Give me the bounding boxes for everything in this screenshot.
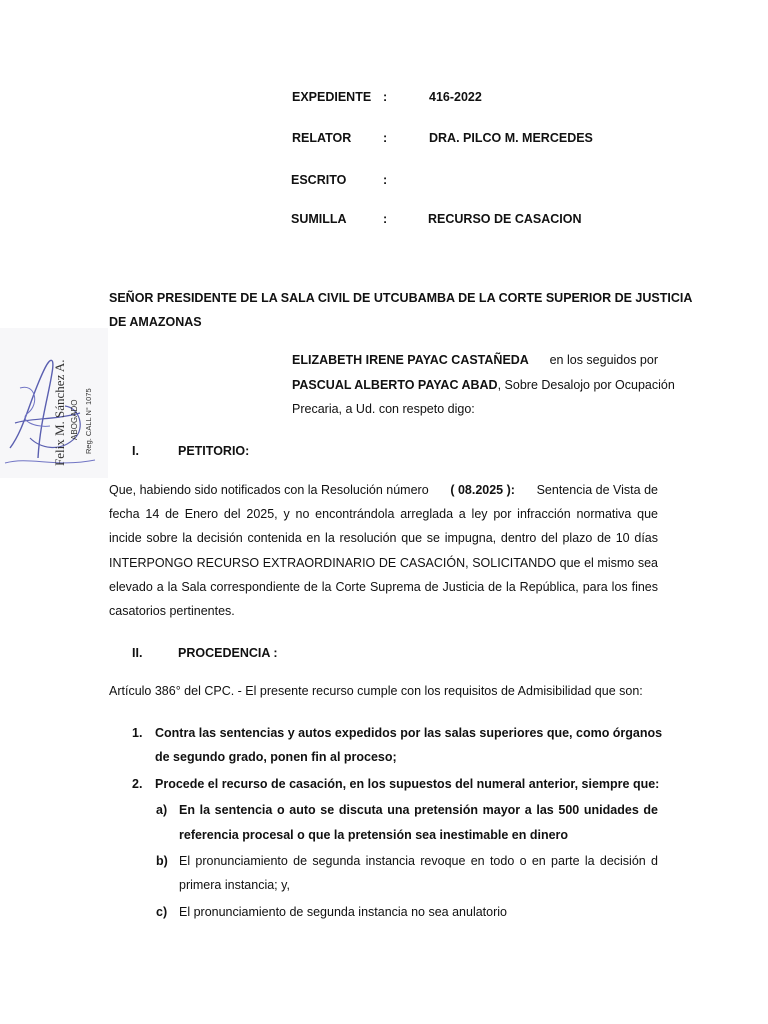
addressee-line: SEÑOR PRESIDENTE DE LA SALA CIVIL DE UTCUBAMBA DE LA CORTE SUPERIOR DE JUSTICIA [109, 291, 693, 305]
header-colon: : [383, 212, 388, 226]
counterparty-name: PASCUAL ALBERTO PAYAC ABAD [292, 378, 498, 392]
header-colon: : [383, 173, 388, 187]
sublist-label: c) [156, 905, 168, 919]
procedencia-intro: Artículo 386° del CPC. - El presente recurso cumple con los requisitos de Admisibilidad que son: [109, 684, 643, 698]
sublist-item-text: El pronunciamiento de segunda instancia revoque en todo o en parte la decisión d [179, 854, 658, 868]
header-label: EXPEDIENTE [292, 90, 372, 104]
stamp-name: Felix M. Sánchez A. [52, 359, 67, 466]
intro-text: en los seguidos por [549, 353, 658, 367]
intro-text: , Sobre Desalojo por Ocupación [497, 378, 675, 392]
petitorio-line [109, 483, 658, 497]
list-item-text: de segundo grado, ponen fin al proceso; [155, 750, 397, 764]
header-label: RELATOR [292, 131, 352, 145]
header-colon: : [383, 90, 388, 104]
list-item-text: Contra las sentencias y autos expedidos por las salas superiores que, como órganos [155, 726, 663, 740]
intro-line-1 [292, 353, 658, 367]
petitorio-line: casatorios pertinentes. [109, 604, 235, 618]
petitorio-line: INTERPONGO RECURSO EXTRAORDINARIO DE CASACIÓN, SOLICITANDO que el mismo sea [109, 556, 658, 570]
header-label: ESCRITO [291, 173, 347, 187]
petitorio-text: Sentencia de Vista de [536, 483, 658, 497]
resolution-number: ( 08.2025 ): [450, 483, 515, 497]
header-value: 416-2022 [429, 90, 482, 104]
intro-line-3: Precaria, a Ud. con respeto digo: [292, 402, 475, 416]
list-item-text: Procede el recurso de casación, en los supuestos del numeral anterior, siempre que: [155, 777, 660, 791]
sublist-label: a) [156, 803, 168, 817]
list-number: 2. [132, 777, 143, 791]
sublist-item-text: primera instancia; y, [179, 878, 290, 892]
sublist-item-text: referencia procesal o que la pretensión sea inestimable en dinero [179, 828, 569, 842]
petitorio-line: incide sobre la decisión contenida en la resolución que se impugna, dentro del plazo de 10 días [109, 531, 658, 545]
sublist-item-text: En la sentencia o auto se discuta una pretensión mayor a las 500 unidades de [179, 803, 658, 817]
stamp-title: ABOGADO [70, 399, 79, 440]
lawyer-stamp-signature [0, 328, 108, 478]
intro-line-2 [292, 378, 675, 392]
petitorio-line: fecha 14 de Enero del 2025, y no encontrándola arreglada a ley por infracción normativa que [109, 507, 658, 521]
petitorio-line: elevado a la Sala correspondiente de la Corte Suprema de Justicia de la República, para los fines [109, 580, 658, 594]
addressee-line: DE AMAZONAS [109, 315, 202, 329]
header-value: DRA. PILCO M. MERCEDES [429, 131, 593, 145]
section-title: PETITORIO: [178, 444, 250, 458]
section-number: I. [132, 444, 139, 458]
header-value: RECURSO DE CASACION [428, 212, 582, 226]
sublist-label: b) [156, 854, 168, 868]
petitorio-text: Que, habiendo sido notificados con la Resolución número [109, 483, 429, 497]
stamp-reg: Reg. CALL N° 1075 [84, 388, 93, 454]
header-colon: : [383, 131, 388, 145]
list-number: 1. [132, 726, 143, 740]
section-title: PROCEDENCIA : [178, 646, 278, 660]
appellant-name: ELIZABETH IRENE PAYAC CASTAÑEDA [292, 353, 529, 367]
header-label: SUMILLA [291, 212, 347, 226]
sublist-item-text: El pronunciamiento de segunda instancia no sea anulatorio [179, 905, 508, 919]
section-number: II. [132, 646, 143, 660]
